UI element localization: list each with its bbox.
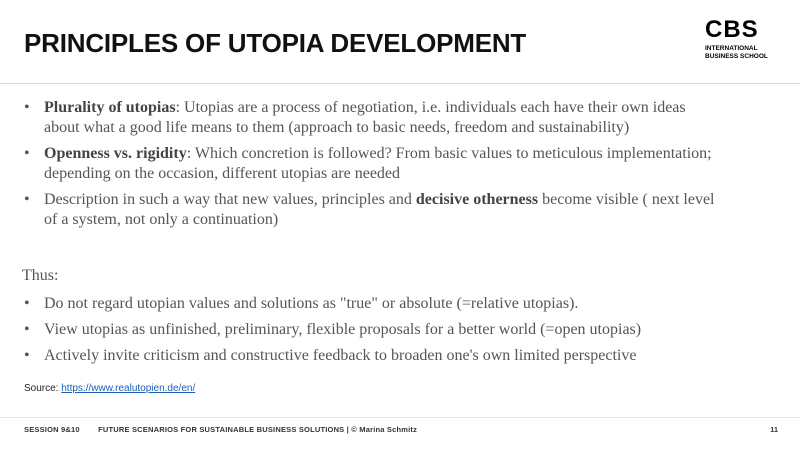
thus-label: Thus: (22, 267, 59, 284)
source-line (24, 383, 195, 394)
bullet-item (22, 144, 722, 184)
source-label: Source: (24, 383, 62, 394)
bullet-dot: • (24, 321, 30, 338)
bullet-dot: • (24, 145, 30, 162)
bullet-dot: • (24, 295, 30, 312)
bullet-dot: • (24, 99, 30, 116)
bullet-dot: • (24, 347, 30, 364)
source-link[interactable]: https://www.realutopien.de/en/ (61, 383, 196, 394)
title-divider (0, 83, 800, 84)
bullet-bold-term: decisive otherness (415, 191, 539, 208)
slide-content (22, 98, 722, 372)
logo-line-2: BUSINESS SCHOOL (705, 53, 768, 60)
bullet-item (22, 98, 722, 138)
slide-title: PRINCIPLES OF UTOPIA DEVELOPMENT (24, 28, 527, 58)
bullet-text: Actively invite criticism and constructive feedback to broaden one's own limited perspective (44, 347, 637, 364)
footer-session: SESSION 9&10 (24, 425, 80, 434)
bullet-text: : Utopias are a process of negotiation, i.e. individuals each have their own ideas about what a good life means to them (approach to basic needs, freedom and sustainability) (44, 99, 686, 136)
footer (24, 425, 417, 434)
bullet-bold-term: Openness vs. rigidity (44, 145, 187, 162)
logo-line-1: INTERNATIONAL (705, 45, 758, 52)
cbs-logo (705, 18, 785, 61)
logo-subtitle (705, 45, 785, 61)
bullet-item (22, 190, 722, 230)
bullet-text: : Which concretion is followed? From basic values to meticulous implementation; depending on the occasion, different utopias are needed (44, 145, 712, 182)
thus-bullet-item (22, 320, 722, 340)
bullet-dot: • (24, 191, 30, 208)
page-number: 11 (770, 425, 778, 434)
thus-bullet-item (22, 346, 722, 366)
bullet-text: Do not regard utopian values and solutions as "true" or absolute (=relative utopias). (44, 295, 579, 312)
footer-divider (0, 417, 800, 418)
footer-course: FUTURE SCENARIOS FOR SUSTAINABLE BUSINESS SOLUTIONS | © Marina Schmitz (98, 425, 418, 434)
bullet-text: become visible ( next level of a system, not only a continuation) (44, 191, 715, 228)
bullet-text: View utopias as unfinished, preliminary, flexible proposals for a better world (=open utopias) (44, 321, 642, 338)
logo-mark: CBS (705, 16, 759, 43)
bullet-bold-term: Plurality of utopias (44, 99, 176, 116)
bullet-text: Description in such a way that new values, principles and (44, 191, 416, 208)
thus-bullet-item (22, 294, 722, 314)
